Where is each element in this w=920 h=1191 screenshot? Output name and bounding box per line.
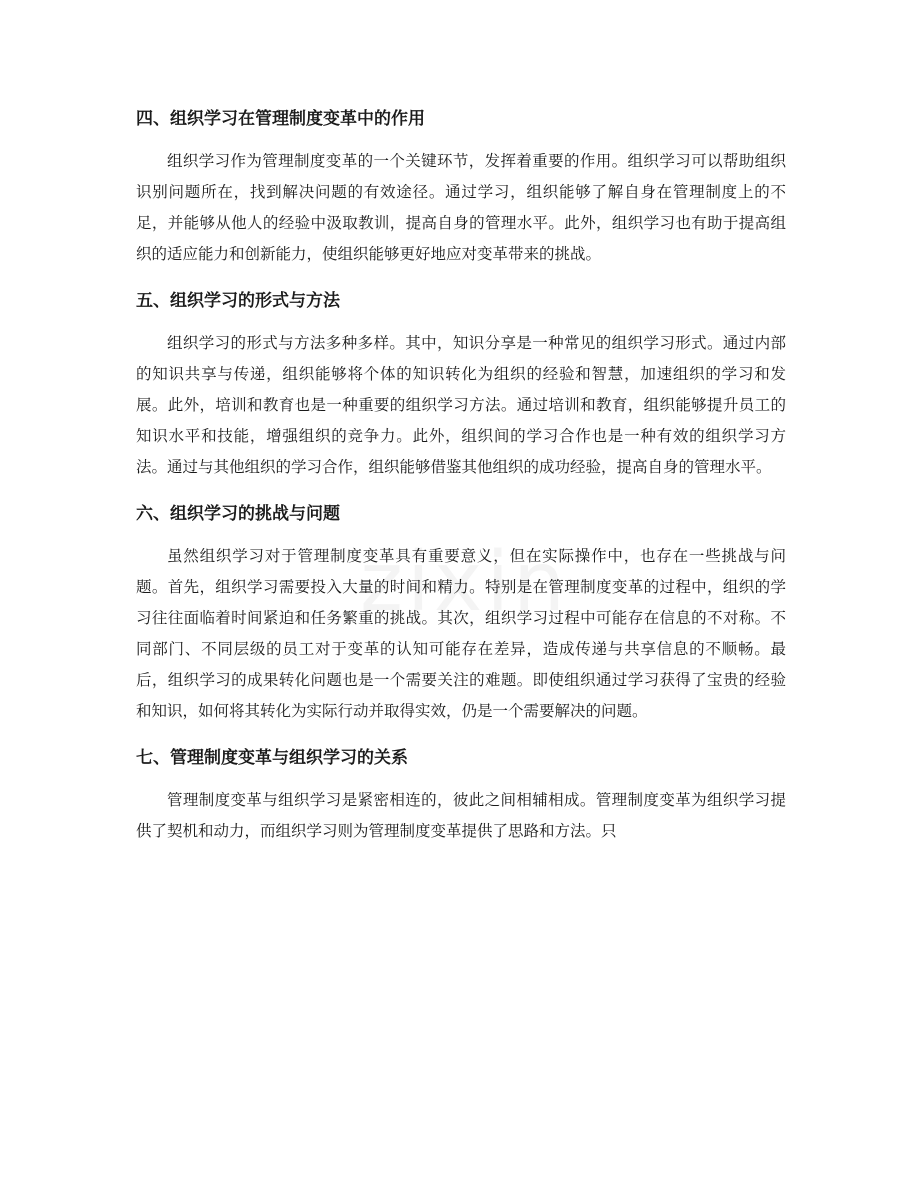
section-paragraph: 虽然组织学习对于管理制度变革具有重要意义，但在实际操作中，也存在一些挑战与问题。首先，组织学习需要投入大量的时间和精力。特别是在管理制度变革的过程中，组织的学习往往面临着时间紧迫和任务繁重的挑战。其次，组织学习过程中可能存在信息的不对称。不同部门、不同层级的员工对于变革的认知可能存在差异，造成传递与共享信息的不顺畅。最后，组织学习的成果转化问题也是一个需要关注的难题。即使组织通过学习获得了宝贵的经验和知识，如何将其转化为实际行动并取得实效，仍是一个需要解决的问题。 — [136, 547, 786, 720]
section-paragraph: 管理制度变革与组织学习是紧密相连的，彼此之间相辅相成。管理制度变革为组织学习提供了契机和动力，而组织学习则为管理制度变革提供了思路和方法。只 — [136, 791, 786, 840]
section-heading: 七、管理制度变革与组织学习的关系 — [136, 748, 408, 768]
document-content — [136, 102, 786, 860]
section-7 — [136, 741, 786, 847]
section-heading: 六、组织学习的挑战与问题 — [136, 504, 340, 524]
section-paragraph: 组织学习作为管理制度变革的一个关键环节，发挥着重要的作用。组织学习可以帮助组织识别问题所在，找到解决问题的有效途径。通过学习，组织能够了解自身在管理制度上的不足，并能够从他人的经验中汲取教训，提高自身的管理水平。此外，组织学习也有助于提高组织的适应能力和创新能力，使组织能够更好地应对变革带来的挑战。 — [136, 152, 786, 263]
section-heading: 四、组织学习在管理制度变革中的作用 — [136, 109, 425, 129]
section-5 — [136, 284, 786, 483]
section-6 — [136, 497, 786, 727]
section-4 — [136, 102, 786, 270]
section-paragraph: 组织学习的形式与方法多种多样。其中，知识分享是一种常见的组织学习形式。通过内部的知识共享与传递，组织能够将个体的知识转化为组织的经验和智慧，加速组织的学习和发展。此外，培训和教育也是一种重要的组织学习方法。通过培训和教育，组织能够提升员工的知识水平和技能，增强组织的竞争力。此外，组织间的学习合作也是一种有效的组织学习方法。通过与其他组织的学习合作，组织能够借鉴其他组织的成功经验，提高自身的管理水平。 — [136, 334, 786, 476]
section-heading: 五、组织学习的形式与方法 — [136, 291, 340, 311]
